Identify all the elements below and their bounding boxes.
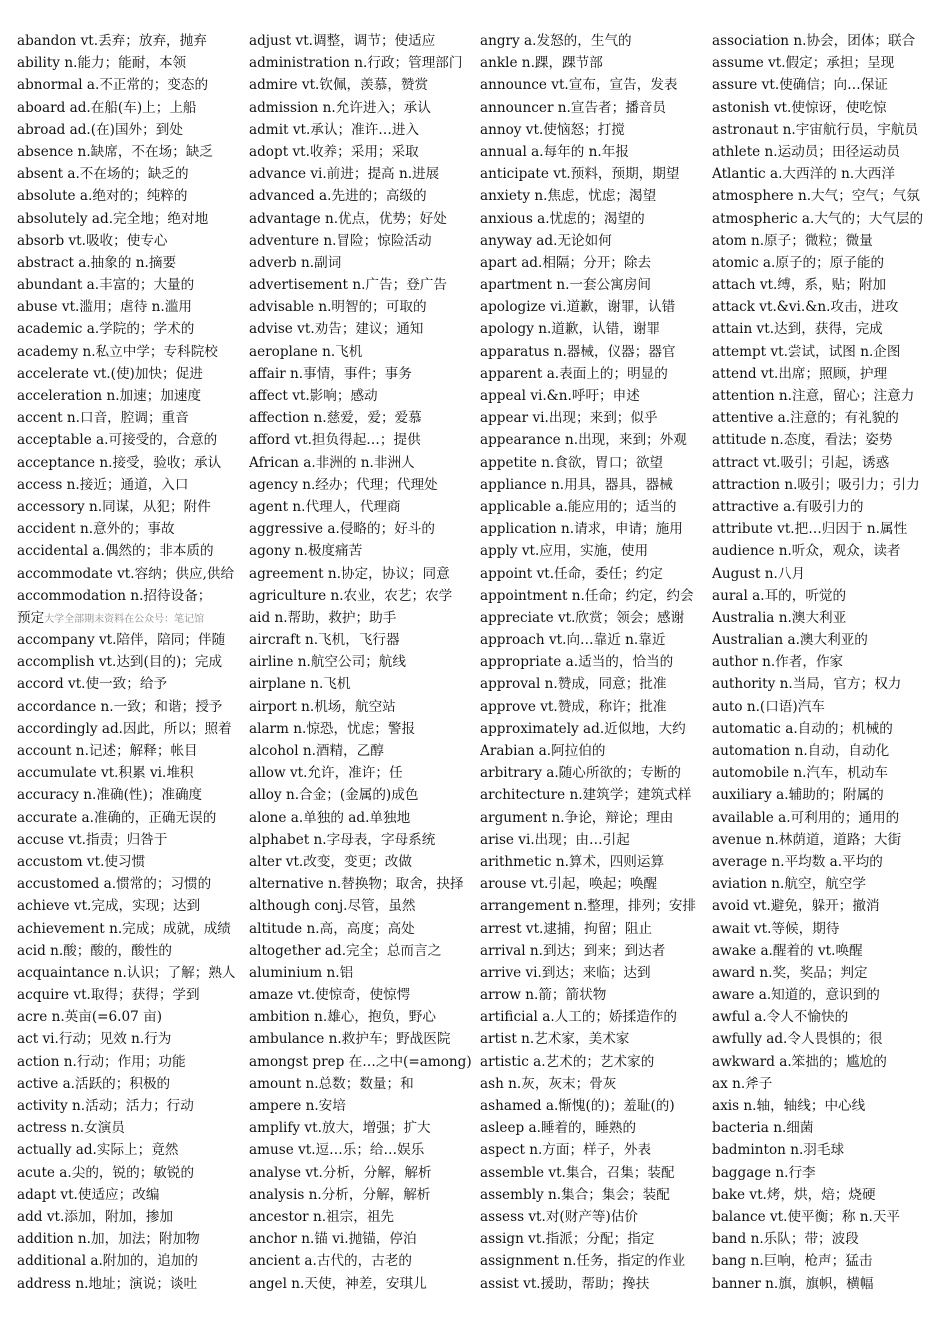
word-entry: anxious a.忧虑的；渴望的 <box>480 210 645 227</box>
word-entry: arrest vt.逮捕，拘留；阻止 <box>480 920 653 937</box>
word-entry: appliance n.用具，器具，器械 <box>480 476 673 493</box>
word-entry: award n.奖，奖品；判定 <box>712 964 868 981</box>
word-entry: banner n.旗，旗帜，横幅 <box>712 1275 874 1292</box>
word-entry: admire vt.钦佩，羡慕，赞赏 <box>249 77 429 94</box>
word-entry: affair n.事情，事件；事务 <box>249 365 412 382</box>
word-entry: automatic a.自动的；机械的 <box>712 720 893 737</box>
word-entry: attain vt.达到，获得，完成 <box>712 321 883 338</box>
word-entry: academic a.学院的；学术的 <box>17 321 195 338</box>
word-entry: audience n.听众，观众，读者 <box>712 543 901 560</box>
word-entry: aircraft n.飞机，飞行器 <box>249 632 400 649</box>
word-entry: aeroplane n.飞机 <box>249 343 363 360</box>
word-entry: apart ad.相隔；分开；除去 <box>480 254 652 271</box>
word-entry: accordingly ad.因此，所以；照着 <box>17 720 232 737</box>
word-entry: arise vi.出现；由…引起 <box>480 831 630 848</box>
word-entry: attempt vt.尝试，试图 n.企图 <box>712 343 901 360</box>
word-entry: assignment n.任务，指定的作业 <box>480 1253 686 1270</box>
word-entry: approval n.赞成，同意；批准 <box>480 676 667 693</box>
word-entry: atmosphere n.大气；空气；气氛 <box>712 188 920 205</box>
word-entry: actually ad.实际上；竟然 <box>17 1142 179 1159</box>
word-entry: accuse vt.指责；归咎于 <box>17 831 168 848</box>
word-entry: assist vt.援助，帮助；搀扶 <box>480 1275 650 1292</box>
word-entry: available a.可利用的；通用的 <box>712 809 900 826</box>
word-entry: bake vt.烤，烘，焙；烧硬 <box>712 1186 876 1203</box>
word-entry: accident n.意外的；事故 <box>17 521 175 538</box>
word-entry: architecture n.建筑学；建筑式样 <box>480 787 692 804</box>
word-entry: alloy n.合金；(金属的)成色 <box>249 787 419 804</box>
word-entry: act vi.行动；见效 n.行为 <box>17 1031 172 1048</box>
word-entry: appropriate a.适当的，恰当的 <box>480 654 674 671</box>
word-entry: Australian a.澳大利亚的 <box>712 632 868 649</box>
word-entry: attitude n.态度，看法；姿势 <box>712 432 893 449</box>
word-entry: bang n.巨响，枪声；猛击 <box>712 1253 873 1270</box>
word-entry: anyway ad.无论如何 <box>480 232 612 249</box>
word-entry: avenue n.林荫道，道路；大街 <box>712 831 902 848</box>
word-entry: adverb n.副词 <box>249 254 342 271</box>
word-entry: alcohol n.酒精，乙醇 <box>249 743 384 759</box>
word-entry: ashamed a.惭愧(的)；羞耻(的) <box>480 1098 675 1114</box>
word-entry: accomplish vt.达到(目的)；完成 <box>17 654 223 671</box>
word-entry: amongst prep 在…之中(=among) <box>249 1053 472 1070</box>
word-entry: African a.非洲的 n.非洲人 <box>249 454 415 471</box>
word-entry: absence n.缺席，不在场；缺乏 <box>17 143 213 160</box>
word-entry: amplify vt.放大，增强；扩大 <box>249 1120 431 1137</box>
word-entry: assume vt.假定；承担；呈现 <box>712 55 895 72</box>
word-entry: apologize vi.道歉，谢罪，认错 <box>480 299 676 316</box>
word-entry: accordance n.一致；和谐；授予 <box>17 698 223 715</box>
word-entry: analysis n.分析，分解，解析 <box>249 1186 431 1203</box>
word-entry: appetite n.食欲，胃口；欲望 <box>480 454 664 471</box>
word-entry: acquaintance n.认识；了解；熟人 <box>17 964 236 981</box>
word-entry: appeal vi.&n.呼吁；申述 <box>480 388 640 404</box>
word-entry: automobile n.汽车，机动车 <box>712 765 888 782</box>
word-entry: auxiliary a.辅助的；附属的 <box>712 787 884 804</box>
word-entry: acquire vt.取得；获得；学到 <box>17 987 200 1004</box>
word-entry: assembly n.集合；集会；装配 <box>480 1186 670 1203</box>
word-entry: accumulate vt.积累 vi.堆积 <box>17 765 194 782</box>
word-entry: approach vt.向…靠近 n.靠近 <box>480 632 666 649</box>
word-entry: advisable n.明智的；可取的 <box>249 299 427 316</box>
word-entry: annoy vt.使恼怒；打搅 <box>480 121 625 138</box>
word-entry: authority n.当局，官方；权力 <box>712 676 902 693</box>
word-entry: ampere n.安培 <box>249 1098 346 1114</box>
word-entry: attractive a.有吸引力的 <box>712 498 864 515</box>
word-entry: advertisement n.广告；登广告 <box>249 277 447 294</box>
word-entry: balance vt.使平衡；称 n.天平 <box>712 1208 901 1225</box>
word-entry: attentive a.注意的；有礼貌的 <box>712 410 899 427</box>
word-entry: awfully ad.令人畏惧的；很 <box>712 1031 883 1048</box>
word-entry: active a.活跃的；积极的 <box>17 1075 171 1092</box>
word-entry: atom n.原子；微粒；微量 <box>712 232 873 249</box>
word-entry: argument n.争论，辩论；理由 <box>480 809 674 826</box>
word-entry: axis n.轴，轴线；中心线 <box>712 1098 866 1114</box>
word-entry: artist n.艺术家，美术家 <box>480 1031 630 1048</box>
word-entry: aggressive a.侵略的；好斗的 <box>249 521 435 538</box>
word-entry: assure vt.使确信；向…保证 <box>712 77 888 94</box>
word-entry: arouse vt.引起，唤起；唤醒 <box>480 876 658 893</box>
word-entry: appear vi.出现；来到；似乎 <box>480 410 658 427</box>
word-entry: aspect n.方面；样子，外表 <box>480 1142 652 1159</box>
word-entry: address n.地址；演说；谈吐 <box>17 1275 198 1292</box>
word-entry: attack vt.&vi.&n.攻击，进攻 <box>712 299 899 316</box>
word-entry: add vt.添加，附加，掺加 <box>17 1208 174 1225</box>
word-entry: agreement n.协定，协议；同意 <box>249 565 450 582</box>
word-entry: accuracy n.准确(性)；准确度 <box>17 787 203 804</box>
word-entry: applicable a.能应用的；适当的 <box>480 498 677 515</box>
word-entry: ambulance n.救护车；野战医院 <box>249 1031 451 1048</box>
word-entry: agent n.代理人，代理商 <box>249 498 401 515</box>
word-entry: awake a.醒着的 vt.唤醒 <box>712 942 863 959</box>
word-entry: accommodation n.招待设备； 预定大学全部期末资料在公众号：笔记馆 <box>17 587 212 626</box>
word-entry: ax n.斧子 <box>712 1075 773 1092</box>
word-entry: apply vt.应用，实施，使用 <box>480 543 649 560</box>
word-entry: ancient a.古代的，古老的 <box>249 1253 412 1270</box>
word-column-2 <box>249 30 475 1295</box>
word-entry: apparatus n.器械，仪器；器官 <box>480 343 676 360</box>
word-entry: anticipate vt.预料，预期，期望 <box>480 166 680 183</box>
word-entry: appointment n.任命；约定，约会 <box>480 587 694 604</box>
word-entry: apology n.道歉，认错，谢罪 <box>480 321 661 338</box>
word-entry: badminton n.羽毛球 <box>712 1142 845 1159</box>
word-entry: acceleration n.加速；加速度 <box>17 388 202 404</box>
word-entry: acceptance n.接受，验收；承认 <box>17 454 222 471</box>
word-entry: ability n.能力；能耐，本领 <box>17 55 187 72</box>
word-column-3 <box>480 30 706 1295</box>
word-entry: although conj.尽管，虽然 <box>249 898 416 915</box>
word-entry: agony n.极度痛苦 <box>249 543 363 560</box>
word-entry: attribute vt.把…归因于 n.属性 <box>712 521 908 538</box>
word-entry: astonish vt.使惊讶，使吃惊 <box>712 99 887 116</box>
word-entry: baggage n.行李 <box>712 1164 816 1181</box>
word-entry: author n.作者，作家 <box>712 654 844 671</box>
word-entry: assemble vt.集合，召集；装配 <box>480 1164 675 1181</box>
word-entry: ankle n.踝，踝节部 <box>480 55 603 72</box>
word-entry: accent n.口音，腔调；重音 <box>17 410 189 427</box>
word-entry: abstract a.抽象的 n.摘要 <box>17 254 177 271</box>
word-entry: attraction n.吸引；吸引力；引力 <box>712 476 920 493</box>
word-entry: affect vt.影响；感动 <box>249 388 378 404</box>
word-entry: additional a.附加的，追加的 <box>17 1253 198 1270</box>
word-entry: addition n.加，加法；附加物 <box>17 1231 200 1248</box>
word-entry: amount n.总数；数量；和 <box>249 1075 414 1092</box>
word-entry: abuse vt.滥用；虐待 n.滥用 <box>17 299 192 316</box>
word-entry: Arabian a.阿拉伯的 <box>480 743 606 759</box>
word-entry: admit vt.承认；准许…进入 <box>249 121 420 138</box>
word-entry: altitude n.高，高度；高处 <box>249 920 415 937</box>
word-entry: appoint vt.任命，委任；约定 <box>480 565 663 582</box>
word-entry: adjust vt.调整，调节；使适应 <box>249 33 436 49</box>
word-entry: arrow n.箭；箭状物 <box>480 987 607 1004</box>
word-entry: adapt vt.使适应；改编 <box>17 1186 160 1203</box>
word-entry: approximately ad.近似地，大约 <box>480 720 686 737</box>
word-entry: annual a.每年的 n.年报 <box>480 143 629 160</box>
word-entry: attend vt.出席；照顾，护理 <box>712 365 888 382</box>
word-entry: adopt vt.收养；采用；采取 <box>249 143 419 160</box>
word-entry: access n.接近；通道，入口 <box>17 476 189 493</box>
word-entry: allow vt.允许，准许；任 <box>249 765 403 782</box>
word-entry: avoid vt.避免，躲开；撤消 <box>712 898 880 915</box>
word-entry: auto n.(口语)汽车 <box>712 698 825 715</box>
word-entry: afford vt.担负得起…；提供 <box>249 432 421 449</box>
word-column-4 <box>712 30 944 1295</box>
word-entry: assign vt.指派；分配；指定 <box>480 1231 655 1248</box>
word-entry: abroad ad.(在)国外；到处 <box>17 121 183 138</box>
word-entry: airline n.航空公司；航线 <box>249 654 406 671</box>
word-entry: bacteria n.细菌 <box>712 1120 814 1137</box>
word-entry: application n.请求，申请；施用 <box>480 521 683 538</box>
word-entry: aviation n.航空，航空学 <box>712 876 866 893</box>
word-entry: ambition n.雄心，抱负，野心 <box>249 1009 436 1026</box>
word-entry: achieve vt.完成，实现；达到 <box>17 898 201 915</box>
word-entry: anchor n.锚 vi.抛锚，停泊 <box>249 1231 417 1248</box>
word-entry: apartment n.一套公寓房间 <box>480 277 651 294</box>
word-entry: August n.八月 <box>712 565 806 582</box>
word-entry: assess vt.对(财产等)估价 <box>480 1208 639 1225</box>
word-entry: affection n.慈爱，爱；爱慕 <box>249 410 422 427</box>
word-entry: arrival n.到达；到来；到达者 <box>480 942 666 959</box>
word-entry: arithmetic n.算术，四则运算 <box>480 853 665 870</box>
word-entry: atomic a.原子的；原子能的 <box>712 254 885 271</box>
word-entry: anxiety n.焦虑，忧虑；渴望 <box>480 188 657 205</box>
word-entry: advance vi.前进；提高 n.进展 <box>249 166 440 183</box>
word-entry: awful a.令人不愉快的 <box>712 1009 849 1026</box>
word-entry: acute a.尖的，锐的；敏锐的 <box>17 1164 195 1181</box>
word-entry: aluminium n.铝 <box>249 964 354 981</box>
word-entry: abnormal a.不正常的；变态的 <box>17 77 209 94</box>
word-entry: artistic a.艺术的；艺术家的 <box>480 1053 655 1070</box>
word-entry: alter vt.改变，变更；改做 <box>249 853 412 870</box>
word-entry: aid n.帮助，救护；助手 <box>249 609 397 626</box>
word-entry: appreciate vt.欣赏；领会；感谢 <box>480 609 685 626</box>
word-entry: arrive vi.到达；来临；达到 <box>480 964 651 981</box>
word-entry: arrangement n.整理，排列；安排 <box>480 898 697 915</box>
word-entry: analyse vt.分析，分解，解析 <box>249 1164 432 1181</box>
word-entry: attention n.注意，留心；注意力 <box>712 388 915 404</box>
word-entry: appearance n.出现，来到；外观 <box>480 432 687 449</box>
word-entry: absolute a.绝对的；纯粹的 <box>17 188 188 205</box>
word-entry: adventure n.冒险；惊险活动 <box>249 232 432 249</box>
word-entry: accustomed a.惯常的；习惯的 <box>17 876 212 893</box>
word-entry: administration n.行政；管理部门 <box>249 55 463 72</box>
word-entry: Australia n.澳大利亚 <box>712 609 847 626</box>
word-entry: absorb vt.吸收；使专心 <box>17 232 168 249</box>
word-entry: automation n.自动，自动化 <box>712 743 890 759</box>
word-entry: amaze vt.使惊奇，使惊愕 <box>249 987 411 1004</box>
word-entry: abundant a.丰富的；大量的 <box>17 277 195 294</box>
word-entry: alphabet n.字母表，字母系统 <box>249 831 436 848</box>
word-entry: accelerate vt.(使)加快；促进 <box>17 365 203 382</box>
word-entry: alone a.单独的 ad.单独地 <box>249 809 411 826</box>
word-entry: accessory n.同谋，从犯；附件 <box>17 498 211 515</box>
word-entry: account n.记述；解释；帐目 <box>17 743 198 760</box>
word-entry: acceptable a.可接受的，合意的 <box>17 432 218 449</box>
word-entry: academy n.私立中学；专科院校 <box>17 343 218 360</box>
word-entry: advanced a.先进的；高级的 <box>249 188 427 205</box>
word-entry: advantage n.优点，优势；好处 <box>249 210 447 227</box>
word-entry: absent a.不在场的；缺乏的 <box>17 166 189 183</box>
word-entry: actress n.女演员 <box>17 1120 125 1137</box>
word-entry: await vt.等候，期待 <box>712 920 840 937</box>
word-entry: attach vt.缚，系，贴；附加 <box>712 277 887 294</box>
word-entry: airport n.机场，航空站 <box>249 698 396 715</box>
word-entry: accommodate vt.容纳；供应,供给 <box>17 565 235 582</box>
word-entry: accidental a.偶然的；非本质的 <box>17 543 214 560</box>
word-entry: apparent a.表面上的；明显的 <box>480 365 668 382</box>
word-entry: acid n.酸；酸的，酸性的 <box>17 942 172 959</box>
word-entry: atmospheric a.大气的；大气层的 <box>712 210 924 227</box>
word-entry: awkward a.笨拙的；尴尬的 <box>712 1053 887 1070</box>
word-entry: accurate a.准确的，正确无误的 <box>17 809 217 826</box>
word-entry: activity n.活动；活力；行动 <box>17 1098 194 1115</box>
word-entry: Atlantic a.大西洋的 n.大西洋 <box>712 166 895 183</box>
word-entry: arbitrary a.随心所欲的；专断的 <box>480 765 681 782</box>
word-entry: attract vt.吸引；引起，诱惑 <box>712 454 890 471</box>
word-entry: accord vt.使一致；给予 <box>17 676 168 693</box>
word-entry: approve vt.赞成，称许；批准 <box>480 698 667 715</box>
word-entry: aboard ad.在船(车)上；上船 <box>17 99 197 116</box>
word-entry: angel n.天使，神差，安琪儿 <box>249 1275 427 1292</box>
word-entry: band n.乐队；带；波段 <box>712 1231 859 1248</box>
word-entry: aural a.耳的，听觉的 <box>712 587 847 604</box>
word-entry: astronaut n.宇宙航行员，宇航员 <box>712 121 919 138</box>
word-entry: altogether ad.完全；总而言之 <box>249 942 442 959</box>
word-entry: alarm n.惊恐，忧虑；警报 <box>249 720 416 737</box>
word-entry: announce vt.宣布，宣告，发表 <box>480 77 678 94</box>
word-entry: athlete n.运动员；田径运动员 <box>712 143 900 160</box>
word-entry: average n.平均数 a.平均的 <box>712 853 883 870</box>
word-entry: agriculture n.农业，农艺；农学 <box>249 587 453 604</box>
word-entry: absolutely ad.完全地；绝对地 <box>17 210 209 227</box>
word-entry: achievement n.完成；成就，成绩 <box>17 920 231 937</box>
word-entry: asleep a.睡着的，睡熟的 <box>480 1120 637 1137</box>
word-entry: aware a.知道的，意识到的 <box>712 987 880 1004</box>
word-entry: ancestor n.祖宗，祖先 <box>249 1208 395 1225</box>
word-entry: agency n.经办；代理；代理处 <box>249 476 438 493</box>
word-entry: amuse vt.逗…乐；给…娱乐 <box>249 1142 425 1159</box>
watermark: 大学全部期末资料在公众号：笔记馆 <box>44 613 205 625</box>
word-entry: abandon vt.丢弃；放弃，抛弃 <box>17 33 207 49</box>
word-entry: announcer n.宣告者；播音员 <box>480 99 667 116</box>
word-entry: advise vt.劝告；建议；通知 <box>249 321 424 338</box>
word-entry: alternative n.替换物；取舍，抉择 <box>249 876 464 893</box>
word-entry: ash n.灰，灰末；骨灰 <box>480 1075 617 1092</box>
word-entry: action n.行动；作用；功能 <box>17 1053 186 1070</box>
word-entry: accustom vt.使习惯 <box>17 853 146 870</box>
word-entry: angry a.发怒的，生气的 <box>480 33 632 49</box>
word-entry: artificial a.人工的；娇揉造作的 <box>480 1009 677 1026</box>
word-entry: acre n.英亩(=6.07 亩) <box>17 1009 163 1026</box>
word-entry: airplane n.飞机 <box>249 676 351 693</box>
word-entry: admission n.允许进入；承认 <box>249 99 431 116</box>
word-entry: accompany vt.陪伴，陪同；伴随 <box>17 632 226 649</box>
word-column-1 <box>17 30 243 1295</box>
word-entry: association n.协会，团体；联合 <box>712 33 916 49</box>
